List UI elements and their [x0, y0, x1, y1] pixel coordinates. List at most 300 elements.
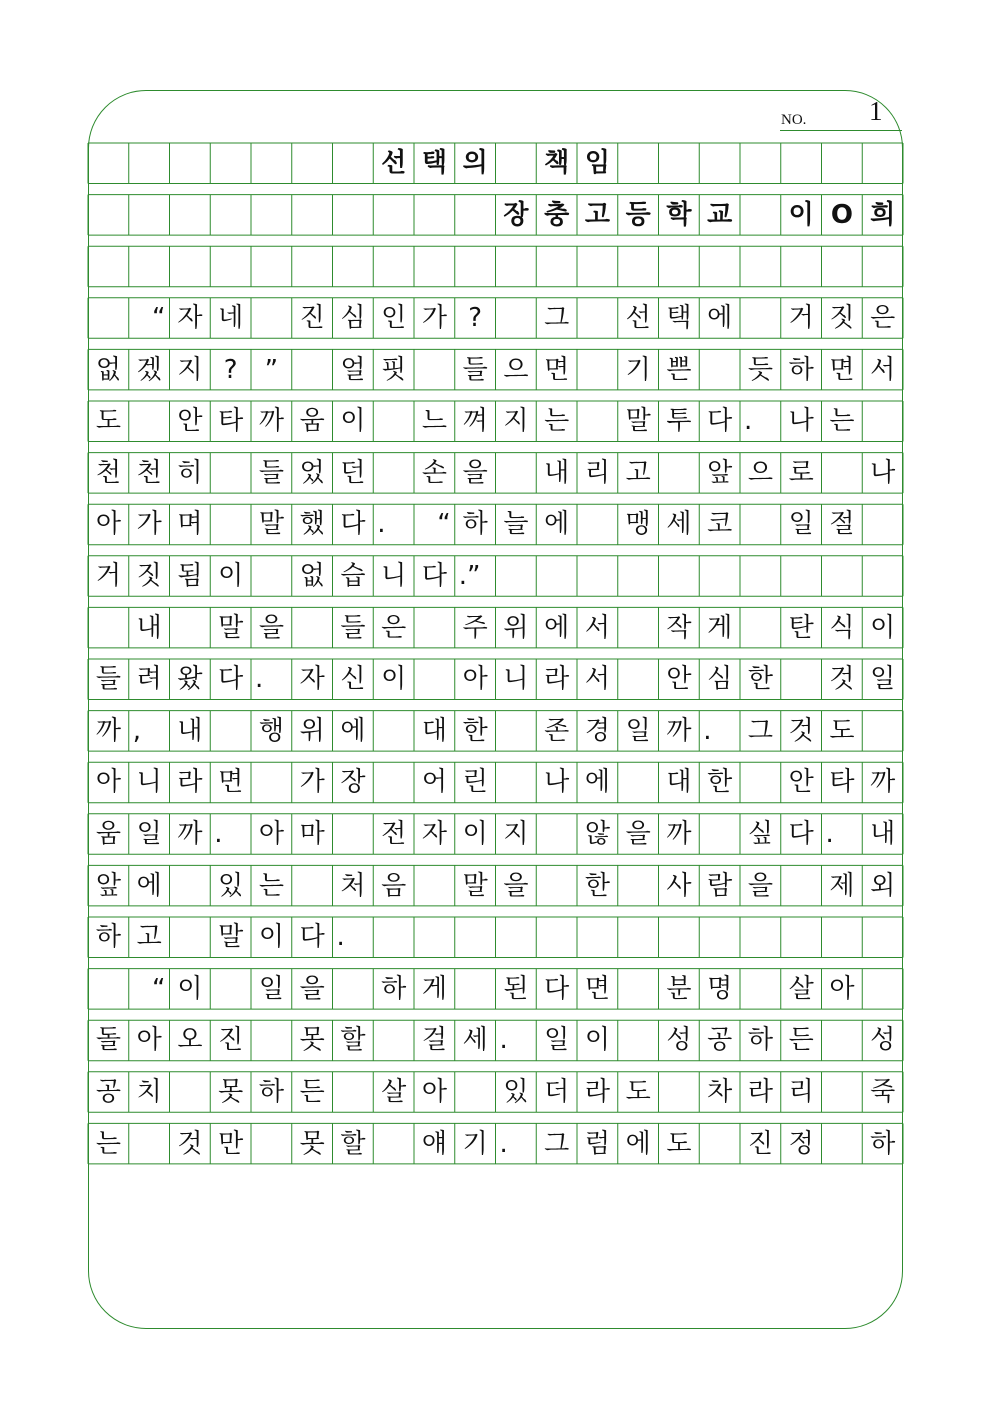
manuscript-grid-cell: 이: [462, 819, 488, 850]
manuscript-grid-cell: 타: [829, 767, 855, 798]
manuscript-grid-cell: 아: [462, 664, 488, 695]
manuscript-grid-cell: 하: [462, 509, 488, 540]
manuscript-grid-cell: 에: [625, 1128, 651, 1159]
manuscript-grid-cell: 도: [625, 1077, 651, 1108]
manuscript-grid-cell: 존: [544, 715, 570, 746]
manuscript-grid-cell: 얘: [421, 1128, 447, 1159]
manuscript-grid-cell: 면: [544, 354, 570, 385]
title-grid-cell: [822, 143, 863, 184]
manuscript-grid-cell: 그: [747, 715, 773, 746]
manuscript-grid-cell: 지: [177, 354, 203, 385]
manuscript-grid-cell: 은: [870, 303, 896, 334]
manuscript-grid-cell: [781, 556, 822, 597]
manuscript-grid-cell: 일: [788, 509, 814, 540]
manuscript-grid-cell: [129, 246, 170, 287]
manuscript-grid-cell: 일: [258, 973, 284, 1004]
manuscript-grid-cell: 것: [829, 664, 855, 695]
manuscript-grid-cell: [210, 969, 251, 1010]
title-grid-cell: [373, 195, 414, 236]
manuscript-grid-cell: 도: [95, 406, 121, 437]
manuscript-grid-cell: 기: [462, 1128, 488, 1159]
manuscript-grid-cell: [210, 246, 251, 287]
manuscript-grid-cell: 앞: [707, 457, 733, 488]
manuscript-grid-cell: 고: [625, 457, 651, 488]
manuscript-grid-cell: 그: [544, 303, 570, 334]
manuscript-grid-cell: [170, 1072, 211, 1113]
title-grid-cell: 장: [503, 199, 529, 230]
manuscript-grid-cell: 가: [299, 767, 325, 798]
manuscript-grid-cell: [496, 298, 537, 339]
manuscript-grid-cell: 만: [218, 1128, 244, 1159]
manuscript-grid-cell: 일: [870, 664, 896, 695]
manuscript-grid-cell: 에: [707, 303, 733, 334]
manuscript-grid-cell: ,: [132, 715, 142, 746]
manuscript-grid-cell: .: [377, 509, 386, 540]
manuscript-grid-cell: 장: [340, 767, 366, 798]
manuscript-grid-cell: 아: [95, 767, 121, 798]
manuscript-grid-cell: 맹: [625, 509, 651, 540]
manuscript-grid-cell: [455, 969, 496, 1010]
manuscript-grid-cell: 에: [340, 715, 366, 746]
manuscript-grid-cell: [496, 917, 537, 958]
manuscript-grid-cell: 한: [707, 767, 733, 798]
manuscript-grid-cell: [414, 659, 455, 700]
manuscript-grid-cell: 말: [625, 406, 651, 437]
manuscript-grid-cell: 왔: [177, 664, 203, 695]
manuscript-grid-cell: ”: [264, 354, 279, 385]
manuscript-grid-cell: 면: [218, 767, 244, 798]
manuscript-grid-cell: 자: [299, 664, 325, 695]
manuscript-grid-cell: [373, 711, 414, 752]
manuscript-grid-cell: 그: [544, 1128, 570, 1159]
manuscript-grid-cell: 걸: [421, 1025, 447, 1056]
title-grid-cell: [292, 195, 333, 236]
manuscript-grid-cell: 까: [666, 819, 692, 850]
manuscript-grid-cell: 못: [299, 1128, 325, 1159]
manuscript-grid-cell: 것: [788, 715, 814, 746]
manuscript-grid-cell: .: [825, 819, 834, 850]
manuscript-grid-cell: [455, 246, 496, 287]
manuscript-grid-cell: [699, 556, 740, 597]
manuscript-grid-cell: [210, 504, 251, 545]
manuscript-grid-cell: [88, 969, 129, 1010]
manuscript-grid-cell: 서: [870, 354, 896, 385]
manuscript-grid-cell: 들: [258, 457, 284, 488]
manuscript-grid-cell: [781, 246, 822, 287]
manuscript-grid-cell: [373, 762, 414, 803]
manuscript-grid-cell: [496, 762, 537, 803]
manuscript-grid-cell: 는: [544, 406, 570, 437]
manuscript-grid-cell: 있: [218, 870, 244, 901]
manuscript-grid-cell: [699, 917, 740, 958]
title-grid-cell: 선: [381, 148, 407, 179]
manuscript-grid-cell: [618, 917, 659, 958]
manuscript-grid-cell: [292, 865, 333, 906]
manuscript-grid-cell: [251, 246, 292, 287]
manuscript-grid-cell: 까: [177, 819, 203, 850]
manuscript-grid-cell: 고: [136, 922, 162, 953]
manuscript-grid-cell: 신: [340, 664, 366, 695]
manuscript-grid-cell: [862, 917, 903, 958]
manuscript-grid-cell: 하: [747, 1025, 773, 1056]
manuscript-grid-cell: 다: [218, 664, 244, 695]
manuscript-grid-cell: 위: [503, 612, 529, 643]
manuscript-grid-cell: ?: [468, 303, 483, 334]
manuscript-grid-cell: 제: [829, 870, 855, 901]
manuscript-grid-cell: [129, 1123, 170, 1164]
manuscript-grid-cell: 전: [381, 819, 407, 850]
manuscript-grid-cell: 행: [258, 715, 284, 746]
manuscript-grid-cell: 정: [788, 1128, 814, 1159]
manuscript-grid-cell: 사: [666, 870, 692, 901]
manuscript-grid-cell: 한: [747, 664, 773, 695]
manuscript-grid-cell: “: [437, 509, 451, 540]
manuscript-grid-cell: 에: [584, 767, 610, 798]
title-grid-cell: [88, 195, 129, 236]
manuscript-grid-cell: 리: [788, 1077, 814, 1108]
manuscript-grid-cell: 까: [666, 715, 692, 746]
manuscript-grid-cell: 아: [829, 973, 855, 1004]
manuscript-grid-cell: 것: [177, 1128, 203, 1159]
manuscript-grid-cell: [536, 917, 577, 958]
manuscript-grid-cell: [414, 246, 455, 287]
manuscript-grid-cell: [862, 504, 903, 545]
manuscript-grid-cell: 린: [462, 767, 488, 798]
manuscript-grid-cell: 진: [747, 1128, 773, 1159]
manuscript-grid-cell: [88, 298, 129, 339]
manuscript-grid-cell: [740, 246, 781, 287]
manuscript-grid-cell: 다: [707, 406, 733, 437]
manuscript-grid-cell: 까: [870, 767, 896, 798]
manuscript-grid-cell: 을: [258, 612, 284, 643]
manuscript-grid-cell: [414, 607, 455, 648]
title-grid-cell: 택: [421, 148, 447, 179]
manuscript-grid-cell: [536, 865, 577, 906]
manuscript-grid-cell: .”: [458, 561, 481, 592]
manuscript-grid-cell: 경: [584, 715, 610, 746]
manuscript-grid-cell: 이: [340, 406, 366, 437]
manuscript-grid-cell: 음: [381, 870, 407, 901]
manuscript-grid-cell: 거: [95, 561, 121, 592]
manuscript-grid-cell: [618, 865, 659, 906]
manuscript-grid-cell: 코: [707, 509, 733, 540]
manuscript-grid-cell: 타: [218, 406, 244, 437]
title-grid-cell: 책: [544, 148, 570, 179]
manuscript-grid-cell: [373, 1123, 414, 1164]
manuscript-grid-cell: [536, 556, 577, 597]
title-grid-cell: [88, 143, 129, 184]
manuscript-grid-cell: [333, 969, 374, 1010]
manuscript-grid-cell: 내: [136, 612, 162, 643]
manuscript-grid-cell: .: [499, 1128, 508, 1159]
manuscript-grid-cell: 분: [666, 973, 692, 1004]
manuscript-grid-cell: [822, 917, 863, 958]
page-number-value: 1: [869, 96, 883, 126]
manuscript-grid-cell: 들: [340, 612, 366, 643]
manuscript-grid-cell: 을: [462, 457, 488, 488]
manuscript-grid-cell: 이: [870, 612, 896, 643]
manuscript-grid-cell: .: [336, 922, 345, 953]
manuscript-grid-cell: [699, 814, 740, 855]
manuscript-grid-cell: [618, 1020, 659, 1061]
manuscript-grid-cell: [822, 1020, 863, 1061]
manuscript-grid-cell: 며: [177, 509, 203, 540]
manuscript-grid-cell: 까: [258, 406, 284, 437]
manuscript-grid-cell: 이: [177, 973, 203, 1004]
manuscript-grid-cell: [455, 917, 496, 958]
manuscript-grid-cell: [577, 504, 618, 545]
manuscript-grid-cell: 다: [788, 819, 814, 850]
manuscript-grid-cell: 리: [584, 457, 610, 488]
title-grid-cell: 임: [584, 148, 610, 179]
manuscript-grid-cell: 든: [788, 1025, 814, 1056]
manuscript-grid-cell: 움: [299, 406, 325, 437]
manuscript-grid-cell: [577, 246, 618, 287]
manuscript-grid-cell: 없: [95, 354, 121, 385]
manuscript-grid-cell: [251, 556, 292, 597]
manuscript-grid-cell: 까: [95, 715, 121, 746]
title-grid-cell: [129, 195, 170, 236]
title-grid-cell: [333, 195, 374, 236]
manuscript-grid-cell: 오: [177, 1025, 203, 1056]
manuscript-grid-cell: 대: [421, 715, 447, 746]
manuscript-grid-cell: [292, 607, 333, 648]
manuscript-grid-cell: [618, 607, 659, 648]
manuscript-grid-cell: 나: [870, 457, 896, 488]
manuscript-grid-cell: 위: [299, 715, 325, 746]
manuscript-grid-cell: 하: [870, 1128, 896, 1159]
title-grid-cell: 고: [584, 199, 610, 230]
manuscript-grid-cell: 핏: [381, 354, 407, 385]
manuscript-grid-cell: [373, 1020, 414, 1061]
manuscript-grid-cell: 자: [177, 303, 203, 334]
manuscript-grid-cell: 짓: [829, 303, 855, 334]
manuscript-grid-cell: [781, 917, 822, 958]
manuscript-grid-cell: [659, 453, 700, 494]
manuscript-grid-cell: 공: [707, 1025, 733, 1056]
manuscript-grid-cell: 도: [666, 1128, 692, 1159]
manuscript-grid-cell: 가: [421, 303, 447, 334]
manuscript-grid-cell: [862, 401, 903, 442]
manuscript-grid-cell: 지: [503, 819, 529, 850]
manuscript-grid-cell: [536, 246, 577, 287]
manuscript-grid-cell: 못: [299, 1025, 325, 1056]
manuscript-grid-cell: 느: [421, 406, 447, 437]
manuscript-grid-cell: 된: [503, 973, 529, 1004]
manuscript-grid-cell: 가: [136, 509, 162, 540]
manuscript-grid-cell: 말: [462, 870, 488, 901]
manuscript-grid-cell: 세: [666, 509, 692, 540]
manuscript-grid-cell: 에: [544, 509, 570, 540]
manuscript-grid-cell: “: [152, 303, 166, 334]
manuscript-grid-cell: 니: [381, 561, 407, 592]
manuscript-grid-cell: 할: [340, 1025, 366, 1056]
title-grid-cell: [210, 143, 251, 184]
manuscript-grid-cell: [659, 246, 700, 287]
manuscript-grid-cell: [659, 556, 700, 597]
manuscript-grid-cell: 택: [666, 303, 692, 334]
title-grid-cell: [210, 195, 251, 236]
manuscript-grid-cell: 었: [299, 457, 325, 488]
manuscript-grid-cell: [496, 556, 537, 597]
manuscript-grid-cell: 얼: [340, 354, 366, 385]
manuscript-grid-cell: 심: [340, 303, 366, 334]
manuscript-grid-cell: 할: [340, 1128, 366, 1159]
manuscript-grid-cell: 들: [95, 664, 121, 695]
manuscript-grid-cell: .: [255, 664, 264, 695]
manuscript-grid-cell: 에: [136, 870, 162, 901]
manuscript-grid-cell: [659, 917, 700, 958]
manuscript-grid-cell: 기: [625, 354, 651, 385]
manuscript-grid-cell: 못: [218, 1077, 244, 1108]
manuscript-grid-cell: [822, 1123, 863, 1164]
manuscript-grid-cell: [822, 246, 863, 287]
manuscript-grid-cell: [170, 865, 211, 906]
manuscript-grid-cell: 는: [95, 1128, 121, 1159]
title-grid-cell: 학: [666, 199, 692, 230]
manuscript-grid-cell: 탄: [788, 612, 814, 643]
manuscript-grid-cell: 천: [136, 457, 162, 488]
manuscript-grid-cell: [740, 762, 781, 803]
manuscript-grid-cell: [740, 607, 781, 648]
page-number-underline: [780, 130, 902, 131]
manuscript-grid-cell: 싶: [747, 819, 773, 850]
manuscript-grid-cell: 손: [421, 457, 447, 488]
manuscript-grid-cell: 외: [870, 870, 896, 901]
manuscript-grid-cell: 이: [584, 1025, 610, 1056]
title-grid-cell: [170, 143, 211, 184]
manuscript-grid-cell: [373, 401, 414, 442]
manuscript-grid-cell: 더: [544, 1077, 570, 1108]
manuscript-grid-cell: 은: [381, 612, 407, 643]
manuscript-grid-cell: [862, 969, 903, 1010]
manuscript-grid-cell: 겠: [136, 354, 162, 385]
title-grid-cell: [251, 143, 292, 184]
manuscript-grid-cell: 듯: [747, 354, 773, 385]
title-grid-cell: 희: [870, 199, 896, 230]
title-grid-cell: [292, 143, 333, 184]
manuscript-grid-cell: [577, 349, 618, 390]
manuscript-grid-cell: 투: [666, 406, 692, 437]
manuscript-grid-cell: [618, 762, 659, 803]
manuscript-grid-cell: 을: [747, 870, 773, 901]
title-grid-cell: [333, 143, 374, 184]
manuscript-grid-cell: 심: [707, 664, 733, 695]
title-grid-cell: [740, 195, 781, 236]
manuscript-grid-cell: 진: [299, 303, 325, 334]
manuscript-grid-cell: [170, 917, 211, 958]
manuscript-grid-cell: 한: [462, 715, 488, 746]
manuscript-grid-cell: 진: [218, 1025, 244, 1056]
manuscript-grid-cell: 럼: [584, 1128, 610, 1159]
manuscript-grid-cell: 성: [666, 1025, 692, 1056]
manuscript-grid-cell: 주: [462, 612, 488, 643]
manuscript-grid-cell: [496, 453, 537, 494]
manuscript-grid-cell: [699, 246, 740, 287]
manuscript-grid-cell: 살: [381, 1077, 407, 1108]
manuscript-grid-cell: 면: [584, 973, 610, 1004]
manuscript-grid-cell: 성: [870, 1025, 896, 1056]
manuscript-grid-cell: 하: [258, 1077, 284, 1108]
manuscript-grid-cell: 식: [829, 612, 855, 643]
manuscript-grid-cell: 서: [584, 612, 610, 643]
manuscript-grid-cell: 늘: [503, 509, 529, 540]
manuscript-grid-cell: 말: [218, 922, 244, 953]
manuscript-grid-cell: [618, 556, 659, 597]
manuscript-grid-cell: 하: [788, 354, 814, 385]
title-grid-cell: [129, 143, 170, 184]
manuscript-grid-cell: 짓: [136, 561, 162, 592]
manuscript-grid-cell: [618, 969, 659, 1010]
manuscript-grid-cell: [170, 246, 211, 287]
title-grid-cell: [251, 195, 292, 236]
manuscript-grid-cell: [88, 607, 129, 648]
title-grid-cell: [659, 143, 700, 184]
manuscript-grid-cell: [333, 246, 374, 287]
manuscript-grid-cell: 든: [299, 1077, 325, 1108]
title-grid-cell: [414, 195, 455, 236]
manuscript-grid-cell: 말: [258, 509, 284, 540]
manuscript-grid-cell: [414, 865, 455, 906]
manuscript-grid-cell: 했: [299, 509, 325, 540]
manuscript-grid-cell: 말: [218, 612, 244, 643]
manuscript-grid-cell: 명: [707, 973, 733, 1004]
manuscript-grid-cell: 라: [584, 1077, 610, 1108]
manuscript-grid-cell: [577, 401, 618, 442]
manuscript-grid-cell: 껴: [462, 406, 488, 437]
manuscript-grid-cell: .: [499, 1025, 508, 1056]
manuscript-grid-cell: [699, 349, 740, 390]
manuscript-grid-cell: 절: [829, 509, 855, 540]
manuscript-grid-cell: [414, 349, 455, 390]
manuscript-grid-cell: 안: [177, 406, 203, 437]
manuscript-grid-cell: 앞: [95, 870, 121, 901]
manuscript-grid-cell: 작: [666, 612, 692, 643]
manuscript-grid-cell: 인: [381, 303, 407, 334]
title-grid-cell: [170, 195, 211, 236]
manuscript-grid-cell: 치: [136, 1077, 162, 1108]
manuscript-grid-cell: [170, 607, 211, 648]
manuscript-grid-cell: [740, 556, 781, 597]
manuscript-grid-cell: 으: [747, 457, 773, 488]
manuscript-grid-cell: 니: [136, 767, 162, 798]
manuscript-grid-cell: 죽: [870, 1077, 896, 1108]
manuscript-grid-cell: 다: [544, 973, 570, 1004]
manuscript-grid-cell: [251, 298, 292, 339]
manuscript-grid-cell: 한: [584, 870, 610, 901]
title-grid-cell: 등: [625, 199, 651, 230]
manuscript-grid-cell: 살: [788, 973, 814, 1004]
manuscript-grid-cell: 로: [788, 457, 814, 488]
manuscript-grid-cell: 을: [299, 973, 325, 1004]
manuscript-grid-cell: 움: [95, 819, 121, 850]
manuscript-grid-cell: 라: [544, 664, 570, 695]
manuscript-grid-cell: [210, 711, 251, 752]
manuscript-grid-cell: 차: [707, 1077, 733, 1108]
manuscript-grid-cell: 으: [503, 354, 529, 385]
title-grid-cell: [455, 195, 496, 236]
manuscript-grid-cell: [373, 246, 414, 287]
manuscript-grid-cell: 천: [95, 457, 121, 488]
manuscript-grid-cell: 나: [788, 406, 814, 437]
title-grid-cell: 의: [462, 148, 488, 179]
manuscript-grid-cell: 세: [462, 1025, 488, 1056]
manuscript-grid-cell: 나: [544, 767, 570, 798]
manuscript-grid-cell: [251, 1123, 292, 1164]
manuscript-grid-cell: [577, 298, 618, 339]
manuscript-grid-cell: .: [703, 715, 712, 746]
manuscript-grid-cell: [373, 917, 414, 958]
